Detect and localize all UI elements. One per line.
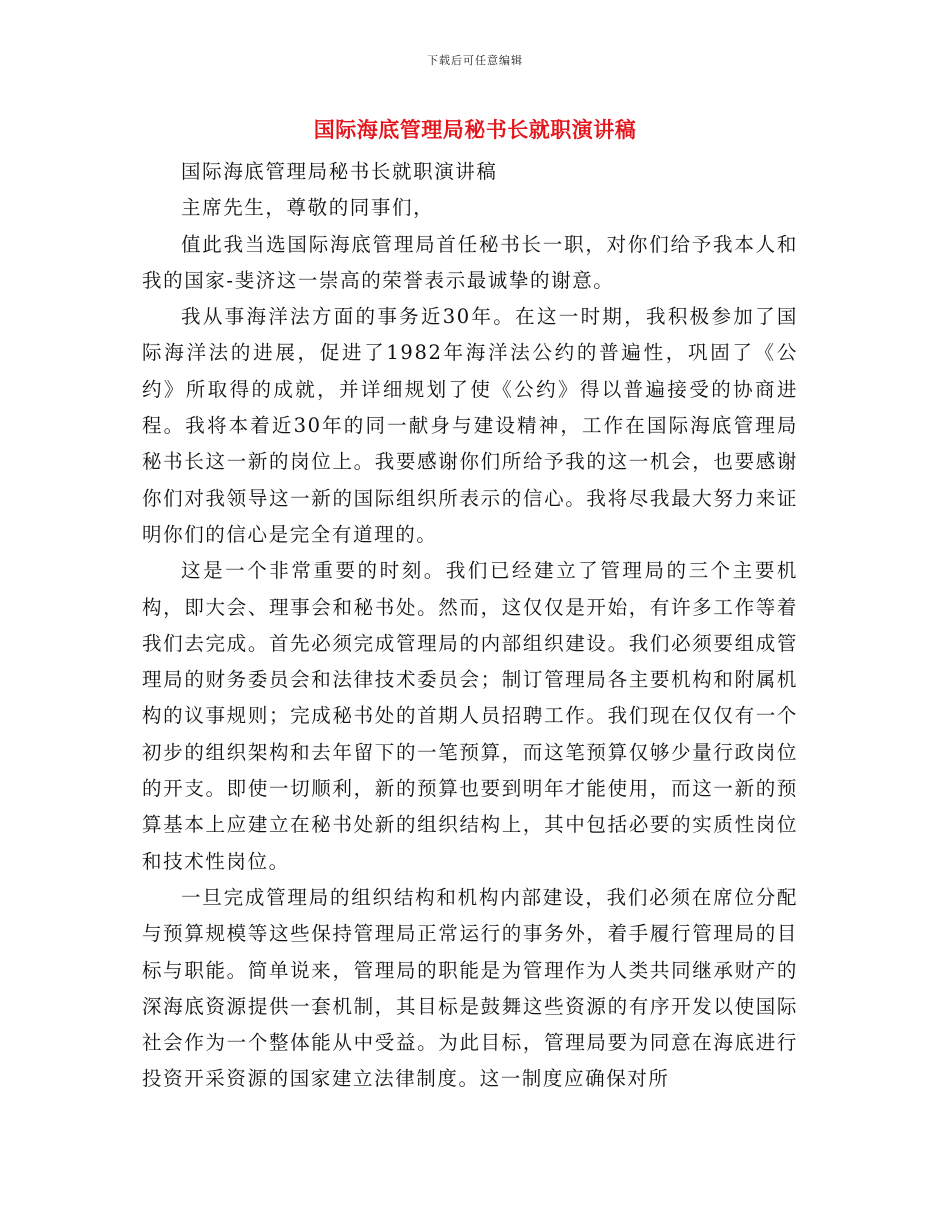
document-body — [142, 154, 798, 1098]
body-paragraph: 国际海底管理局秘书长就职演讲稿 — [181, 160, 498, 183]
body-paragraph: 我从事海洋法方面的事务近30年。在这一时期，我积极参加了国际海洋法的进展，促进了1982年海洋法公约的普遍性，巩固了《公约》所取得的成就，并详细规划了使《公约》得以普遍接受的协商进程。我将本着近30年的同一献身与建设精神，工作在国际海底管理局秘书长这一新的岗位上。我要感谢你们所给予我的这一机会，也要感谢你们对我领导这一新的国际组织所表示的信心。我将尽我最大努力来证明你们的信心是完全有道理的。 — [142, 305, 798, 546]
body-paragraph: 一旦完成管理局的组织结构和机构内部建设，我们必须在席位分配与预算规模等这些保持管理局正常运行的事务外，着手履行管理局的目标与职能。简单说来，管理局的职能是为管理作为人类共同继承财产的深海底资源提供一套机制，其目标是鼓舞这些资源的有序开发以使国际社会作为一个整体能从中受益。为此目标，管理局要为同意在海底进行投资开采资源的国家建立法律制度。这一制度应确保对所 — [142, 885, 798, 1091]
body-paragraph: 主席先生，尊敬的同事们， — [181, 196, 435, 220]
header-note: 下载后可任意编辑 — [427, 54, 523, 67]
body-paragraph: 这是一个非常重要的时刻。我们已经建立了管理局的三个主要机构，即大会、理事会和秘书处。然而，这仅仅是开始，有许多工作等着我们去完成。首先必须完成管理局的内部组织建设。我们必须要组成管理局的财务委员会和法律技术委员会；制订管理局各主要机构和附属机构的议事规则；完成秘书处的首期人员招聘工作。我们现在仅仅有一个初步的组织架构和去年留下的一笔预算，而这笔预算仅够少量行政岗位的开支。即使一切顺利，新的预算也要到明年才能使用，而这一新的预算基本上应建立在秘书处新的组织结构上，其中包括必要的实质性岗位和技术性岗位。 — [142, 559, 798, 873]
body-paragraph: 值此我当选国际海底管理局首任秘书长一职，对你们给予我本人和我的国家-斐济这一崇高的荣誉表示最诚挚的谢意。 — [142, 232, 798, 292]
document-title: 国际海底管理局秘书长就职演讲稿 — [313, 117, 637, 142]
